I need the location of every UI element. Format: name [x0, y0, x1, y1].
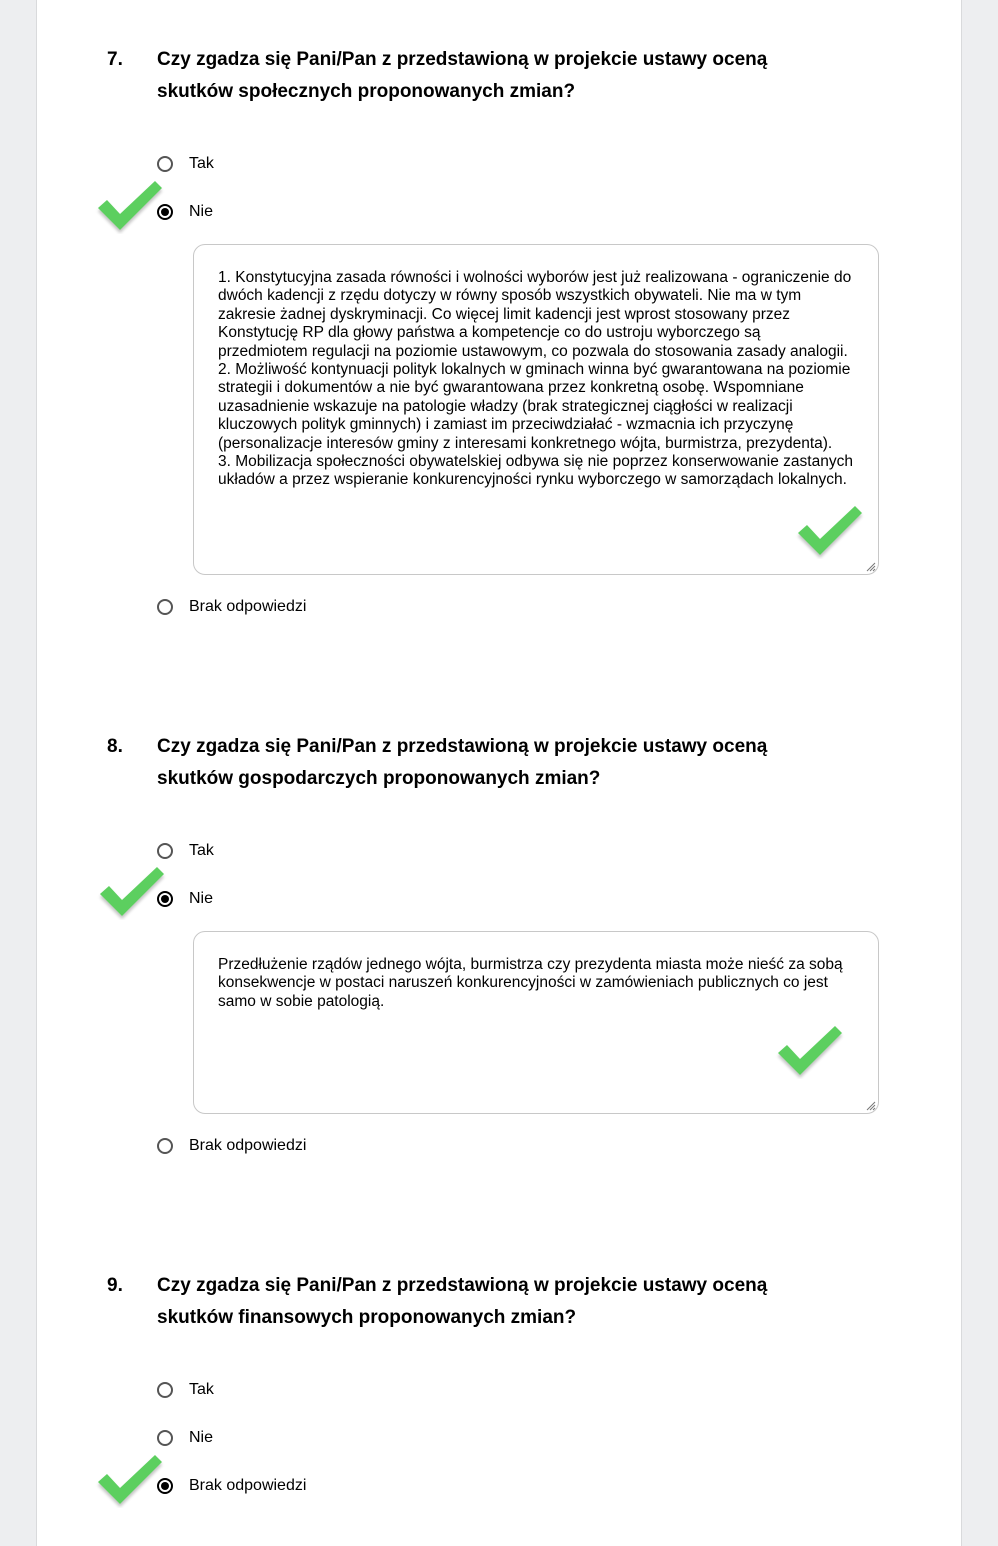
option-nie[interactable] [157, 200, 213, 224]
option-label: Tak [189, 1381, 214, 1398]
answer-textarea[interactable] [193, 244, 879, 575]
option-label: Nie [189, 890, 214, 907]
option-brak-odpowiedzi[interactable] [157, 1474, 306, 1498]
radio-button[interactable] [157, 1138, 173, 1154]
option-label: Brak odpowiedzi [189, 1137, 307, 1154]
answer-text: 1. Konstytucyjna zasada równości i wolności wyborów jest już realizowana - ograniczenie do dwóch kadencji z rzędu dotyczy w równy sposób wszystkich obywateli. Nie ma w tym zakresie żadnej dyskryminacji. Co więcej limit kadencji jest wprost stosowany przez Konstytucję RP dla głowy państwa a kompetencje co do ustroju wyborczego są przedmiotem regulacji na poziomie ustawowym, co pozwala do stosowania zasady analogii. 2. Możliwość kontynuacji polityk lokalnych w gminach winna być gwarantowana na poziomie strategii i dokumentów a nie być gwarantowana przez konkretną osobę. Wspomniane uzasadnienie wskazuje na patologie władzy (brak strategicznej ciągłości w realizacji kluczowych polityk gminnych) i zamiast im przeciwdziałać - wzmacnia ich przyczynę (personalizacje interesów gminy z interesami konkretnego wójta, burmistrza, prezydenta). 3. Mobilizacja społeczności obywatelskiej odbywa się nie poprzez konserwowanie zastanych układów a przez wspieranie konkurencyjności rynku wyborczego w samorządach lokalnych. [218, 269, 853, 489]
radio-button[interactable] [157, 843, 173, 859]
radio-button[interactable] [157, 156, 173, 172]
checkmark-icon [95, 1452, 165, 1508]
checkmark-icon [795, 503, 865, 559]
radio-button[interactable] [157, 1382, 173, 1398]
option-brak-odpowiedzi[interactable] [157, 595, 306, 619]
question-text: Czy zgadza się Pani/Pan z przedstawioną w projekcie ustawy oceną skutków gospodarczych proponowanych zmian? [157, 736, 768, 789]
question-number: 8. [107, 736, 123, 757]
question-number: 7. [107, 49, 123, 70]
option-label: Tak [189, 155, 214, 172]
resize-grip-icon[interactable] [864, 1099, 876, 1111]
option-nie[interactable] [157, 1426, 213, 1450]
radio-button[interactable] [157, 1430, 173, 1446]
resize-grip-icon[interactable] [864, 560, 876, 572]
option-label: Nie [189, 203, 214, 220]
option-tak[interactable] [157, 1378, 214, 1402]
option-tak[interactable] [157, 839, 214, 863]
checkmark-icon [95, 178, 165, 234]
radio-button[interactable] [157, 599, 173, 615]
question-number: 9. [107, 1275, 123, 1296]
option-label: Tak [189, 842, 214, 859]
option-brak-odpowiedzi[interactable] [157, 1134, 306, 1158]
option-label: Nie [189, 1429, 214, 1446]
survey-page [36, 0, 962, 1546]
answer-text: Przedłużenie rządów jednego wójta, burmistrza czy prezydenta miasta może nieść za sobą konsekwencje w postaci naruszeń konkurencyjności w zamówieniach publicznych co jest samo w sobie patologią. [218, 956, 847, 1010]
option-label: Brak odpowiedzi [189, 1477, 307, 1494]
checkmark-icon [775, 1023, 845, 1079]
checkmark-icon [97, 864, 167, 920]
question-text: Czy zgadza się Pani/Pan z przedstawioną w projekcie ustawy oceną skutków społecznych proponowanych zmian? [157, 49, 768, 102]
option-tak[interactable] [157, 152, 214, 176]
option-label: Brak odpowiedzi [189, 598, 307, 615]
question-text: Czy zgadza się Pani/Pan z przedstawioną w projekcie ustawy oceną skutków finansowych proponowanych zmian? [157, 1275, 768, 1328]
